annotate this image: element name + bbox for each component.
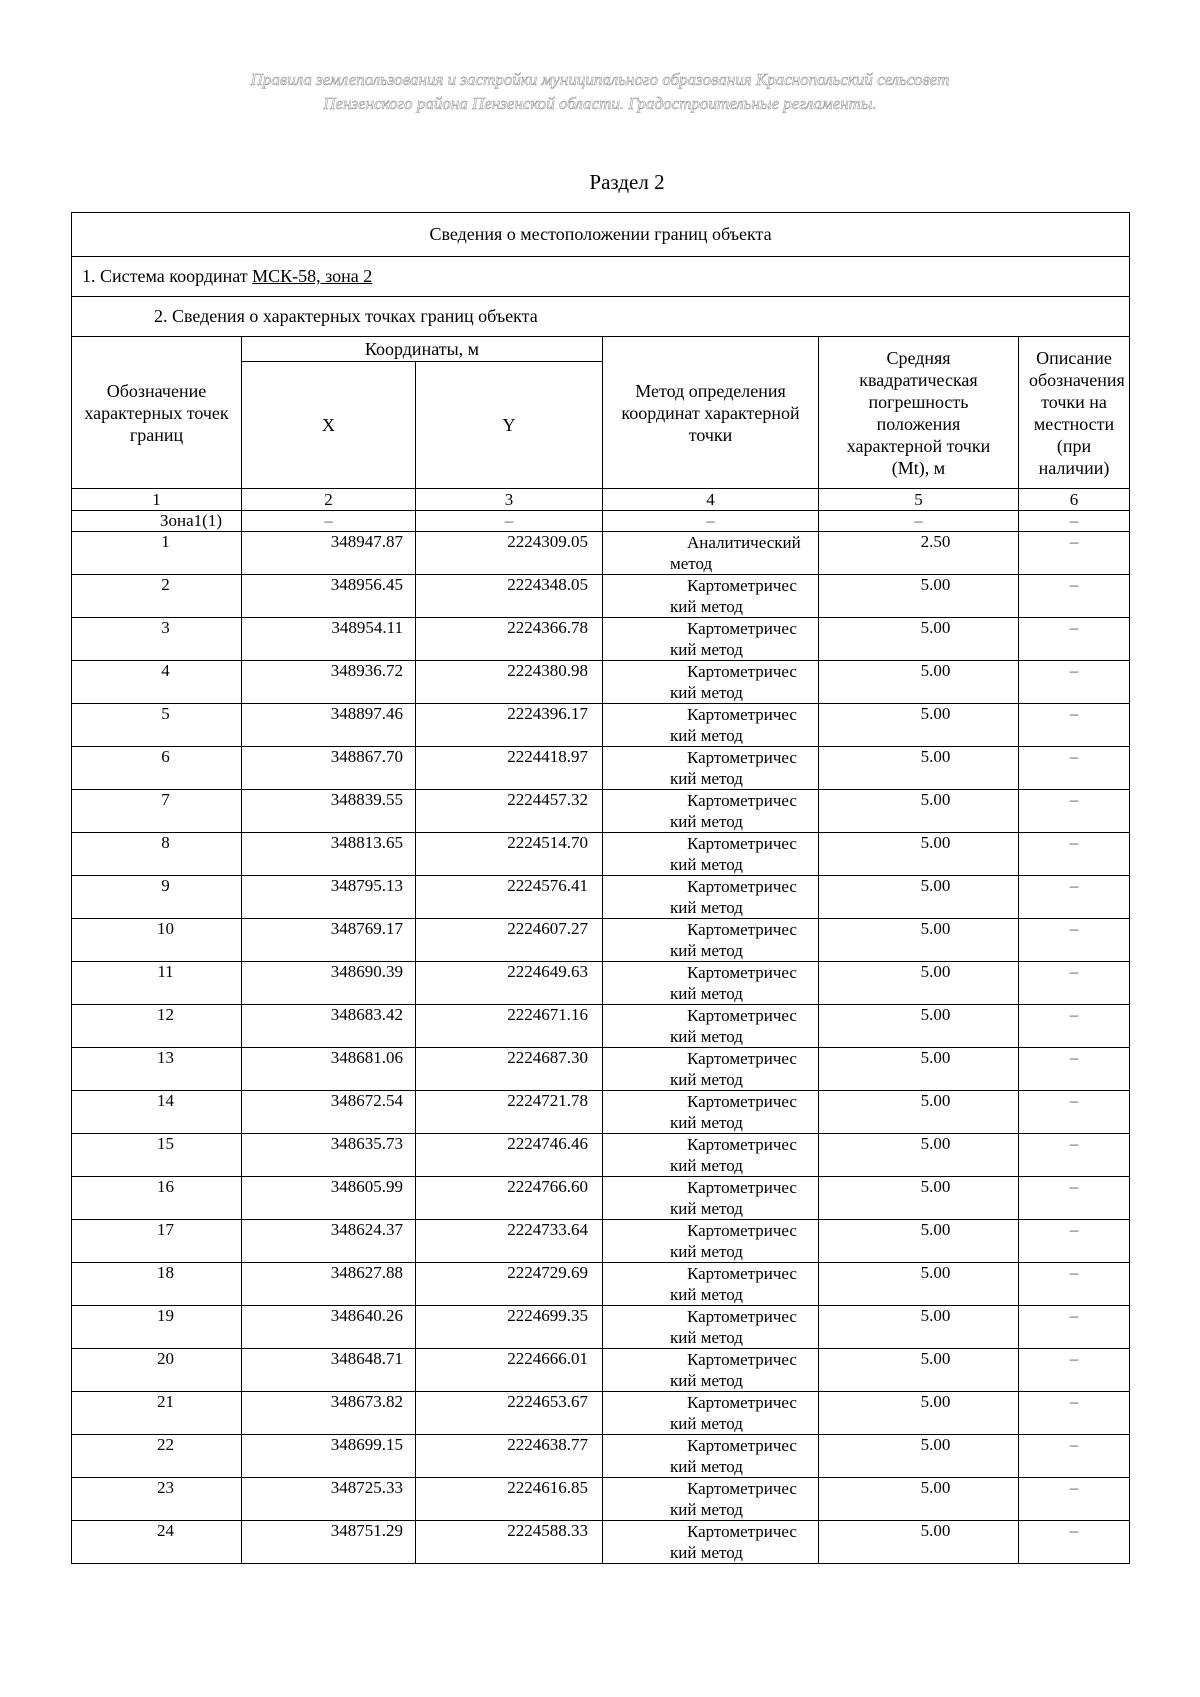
table-row	[72, 1220, 1130, 1263]
description-value: –	[1019, 919, 1130, 962]
coord-y: 2224576.41	[416, 876, 603, 919]
method-line-2: кий метод	[670, 1156, 743, 1175]
point-number: 20	[72, 1349, 242, 1392]
description-value: –	[1019, 618, 1130, 661]
table-row	[72, 704, 1130, 747]
table-row	[72, 876, 1130, 919]
points-title-row	[72, 297, 1130, 337]
method-cell	[603, 1306, 819, 1349]
method-line-2: кий метод	[670, 1199, 743, 1218]
coord-x: 348769.17	[242, 919, 416, 962]
method-cell	[603, 1478, 819, 1521]
coord-y: 2224649.63	[416, 962, 603, 1005]
method-line-2: кий метод	[670, 1371, 743, 1390]
coord-y: 2224457.32	[416, 790, 603, 833]
error-value: 5.00	[819, 575, 1019, 618]
method-cell	[603, 1005, 819, 1048]
description-value: –	[1019, 1263, 1130, 1306]
coord-y: 2224671.16	[416, 1005, 603, 1048]
error-value: 5.00	[819, 1435, 1019, 1478]
coord-y: 2224514.70	[416, 833, 603, 876]
coord-system-value: МСК-58, зона 2	[252, 266, 373, 286]
table-row	[72, 1435, 1130, 1478]
header-row-1	[72, 337, 1130, 362]
coord-y: 2224638.77	[416, 1435, 603, 1478]
method-cell	[603, 1220, 819, 1263]
points-title: 2. Сведения о характерных точках границ объекта	[72, 297, 1130, 337]
coord-y: 2224418.97	[416, 747, 603, 790]
method-line-2: кий метод	[670, 1500, 743, 1519]
point-number: 22	[72, 1435, 242, 1478]
method-line-1: Картометричес	[687, 1393, 797, 1412]
coord-x: 348725.33	[242, 1478, 416, 1521]
coord-x: 348673.82	[242, 1392, 416, 1435]
table-row	[72, 1263, 1130, 1306]
method-cell	[603, 1392, 819, 1435]
coord-x: 348947.87	[242, 532, 416, 575]
point-number: 17	[72, 1220, 242, 1263]
method-line-2: кий метод	[670, 769, 743, 788]
method-line-1: Картометричес	[687, 1135, 797, 1154]
header-coordinates: Координаты, м	[242, 337, 603, 362]
point-number: 2	[72, 575, 242, 618]
description-value: –	[1019, 1134, 1130, 1177]
column-number: 6	[1019, 489, 1130, 511]
coord-x: 348956.45	[242, 575, 416, 618]
method-cell	[603, 876, 819, 919]
point-number: 12	[72, 1005, 242, 1048]
coord-y: 2224653.67	[416, 1392, 603, 1435]
coord-y: 2224309.05	[416, 532, 603, 575]
method-cell	[603, 1134, 819, 1177]
coord-x: 348681.06	[242, 1048, 416, 1091]
error-value: 5.00	[819, 962, 1019, 1005]
point-number: 14	[72, 1091, 242, 1134]
method-line-1: Картометричес	[687, 791, 797, 810]
point-number: 3	[72, 618, 242, 661]
description-value: –	[1019, 661, 1130, 704]
method-line-2: кий метод	[670, 1328, 743, 1347]
method-cell	[603, 1177, 819, 1220]
coord-x: 348635.73	[242, 1134, 416, 1177]
coord-y: 2224607.27	[416, 919, 603, 962]
coord-x: 348954.11	[242, 618, 416, 661]
table-row	[72, 1349, 1130, 1392]
table-row	[72, 1048, 1130, 1091]
boundary-points-table	[71, 212, 1130, 1564]
coord-y: 2224721.78	[416, 1091, 603, 1134]
column-number: 5	[819, 489, 1019, 511]
description-value: –	[1019, 1091, 1130, 1134]
method-line-2: кий метод	[670, 855, 743, 874]
error-value: 5.00	[819, 1048, 1019, 1091]
point-number: 24	[72, 1521, 242, 1564]
error-value: 5.00	[819, 1349, 1019, 1392]
method-cell	[603, 575, 819, 618]
method-cell	[603, 1263, 819, 1306]
method-line-1: Картометричес	[687, 748, 797, 767]
coord-y: 2224366.78	[416, 618, 603, 661]
method-line-2: кий метод	[670, 1285, 743, 1304]
table-row	[72, 1177, 1130, 1220]
coord-x: 348683.42	[242, 1005, 416, 1048]
error-value: 5.00	[819, 919, 1019, 962]
header-error: Средняя квадратическая погрешность положения характерной точки (Mt), м	[819, 337, 1019, 489]
method-cell	[603, 833, 819, 876]
point-number: 19	[72, 1306, 242, 1349]
method-cell	[603, 704, 819, 747]
table-row	[72, 1091, 1130, 1134]
method-line-2: кий метод	[670, 597, 743, 616]
error-value: 5.00	[819, 1005, 1019, 1048]
coord-x: 348627.88	[242, 1263, 416, 1306]
error-value: 5.00	[819, 1478, 1019, 1521]
zone-cell: –	[242, 511, 416, 532]
method-cell	[603, 919, 819, 962]
coord-x: 348839.55	[242, 790, 416, 833]
point-number: 5	[72, 704, 242, 747]
method-cell	[603, 618, 819, 661]
method-line-1: Картометричес	[687, 1436, 797, 1455]
table-row	[72, 747, 1130, 790]
method-line-1: Картометричес	[687, 1307, 797, 1326]
method-line-2: метод	[670, 554, 713, 573]
point-number: 21	[72, 1392, 242, 1435]
method-line-2: кий метод	[670, 1027, 743, 1046]
column-number: 4	[603, 489, 819, 511]
header-line-2: Пензенского района Пензенской области. Градостроительные регламенты.	[323, 94, 877, 113]
header-line-1: Правила землепользования и застройки муниципального образования Краснопольский сельсовет	[250, 70, 950, 89]
error-value: 5.00	[819, 704, 1019, 747]
table-row	[72, 1005, 1130, 1048]
description-value: –	[1019, 1392, 1130, 1435]
description-value: –	[1019, 747, 1130, 790]
error-value: 5.00	[819, 1521, 1019, 1564]
error-value: 5.00	[819, 1263, 1019, 1306]
coord-system-row	[72, 257, 1130, 297]
method-line-1: Картометричес	[687, 1221, 797, 1240]
method-line-1: Картометричес	[687, 1522, 797, 1541]
coord-x: 348897.46	[242, 704, 416, 747]
point-number: 10	[72, 919, 242, 962]
zone-row	[72, 511, 1130, 532]
method-line-2: кий метод	[670, 1242, 743, 1261]
column-number: 3	[416, 489, 603, 511]
method-cell	[603, 747, 819, 790]
coord-x: 348690.39	[242, 962, 416, 1005]
point-number: 6	[72, 747, 242, 790]
description-value: –	[1019, 876, 1130, 919]
point-number: 18	[72, 1263, 242, 1306]
point-number: 16	[72, 1177, 242, 1220]
method-cell	[603, 1091, 819, 1134]
section-title: Раздел 2	[589, 170, 665, 194]
coord-x: 348813.65	[242, 833, 416, 876]
method-line-1: Картометричес	[687, 877, 797, 896]
table-row	[72, 661, 1130, 704]
error-value: 5.00	[819, 790, 1019, 833]
error-value: 5.00	[819, 1177, 1019, 1220]
method-line-2: кий метод	[670, 941, 743, 960]
table-row	[72, 1134, 1130, 1177]
table-body	[72, 213, 1130, 1564]
coord-x: 348751.29	[242, 1521, 416, 1564]
coord-x: 348648.71	[242, 1349, 416, 1392]
method-line-1: Картометричес	[687, 1092, 797, 1111]
description-value: –	[1019, 532, 1130, 575]
method-line-1: Картометричес	[687, 1178, 797, 1197]
method-cell	[603, 1048, 819, 1091]
description-value: –	[1019, 1521, 1130, 1564]
coord-y: 2224746.46	[416, 1134, 603, 1177]
description-value: –	[1019, 962, 1130, 1005]
method-line-1: Картометричес	[687, 1350, 797, 1369]
method-line-1: Картометричес	[687, 1049, 797, 1068]
description-value: –	[1019, 1435, 1130, 1478]
coord-y: 2224733.64	[416, 1220, 603, 1263]
coord-x: 348624.37	[242, 1220, 416, 1263]
method-cell	[603, 790, 819, 833]
error-value: 5.00	[819, 618, 1019, 661]
table-row	[72, 575, 1130, 618]
error-value: 5.00	[819, 876, 1019, 919]
header-y: Y	[416, 362, 603, 489]
error-value: 5.00	[819, 1220, 1019, 1263]
description-value: –	[1019, 790, 1130, 833]
coord-system-label: 1. Система координат	[82, 266, 253, 286]
method-cell	[603, 962, 819, 1005]
method-line-1: Картометричес	[687, 963, 797, 982]
method-line-1: Картометричес	[687, 1264, 797, 1283]
column-numbers-row	[72, 489, 1130, 511]
coord-y: 2224687.30	[416, 1048, 603, 1091]
method-line-2: кий метод	[670, 898, 743, 917]
coord-y: 2224666.01	[416, 1349, 603, 1392]
point-number: 9	[72, 876, 242, 919]
table-row	[72, 833, 1130, 876]
zone-cell: –	[603, 511, 819, 532]
method-line-2: кий метод	[670, 640, 743, 659]
zone-cell: –	[1019, 511, 1130, 532]
method-cell	[603, 661, 819, 704]
error-value: 5.00	[819, 661, 1019, 704]
point-number: 15	[72, 1134, 242, 1177]
method-cell	[603, 1349, 819, 1392]
error-value: 2.50	[819, 532, 1019, 575]
method-line-1: Картометричес	[687, 920, 797, 939]
method-line-2: кий метод	[670, 1070, 743, 1089]
header-x: X	[242, 362, 416, 489]
table-row	[72, 1478, 1130, 1521]
description-value: –	[1019, 1478, 1130, 1521]
coord-x: 348867.70	[242, 747, 416, 790]
description-value: –	[1019, 833, 1130, 876]
error-value: 5.00	[819, 1306, 1019, 1349]
table-row	[72, 1521, 1130, 1564]
point-number: 4	[72, 661, 242, 704]
description-value: –	[1019, 1349, 1130, 1392]
column-number: 1	[72, 489, 242, 511]
description-value: –	[1019, 1306, 1130, 1349]
zone-label: Зона1(1)	[72, 511, 242, 532]
description-value: –	[1019, 575, 1130, 618]
method-line-2: кий метод	[670, 1543, 743, 1562]
method-line-1: Картометричес	[687, 662, 797, 681]
coord-y: 2224729.69	[416, 1263, 603, 1306]
error-value: 5.00	[819, 1134, 1019, 1177]
table-row	[72, 1306, 1130, 1349]
method-line-2: кий метод	[670, 726, 743, 745]
method-line-2: кий метод	[670, 1414, 743, 1433]
coord-y: 2224380.98	[416, 661, 603, 704]
table-row	[72, 790, 1130, 833]
table-row	[72, 618, 1130, 661]
point-number: 7	[72, 790, 242, 833]
coord-x: 348672.54	[242, 1091, 416, 1134]
method-cell	[603, 1521, 819, 1564]
document-running-header	[0, 68, 1200, 116]
method-line-2: кий метод	[670, 984, 743, 1003]
point-number: 11	[72, 962, 242, 1005]
method-line-2: кий метод	[670, 1113, 743, 1132]
description-value: –	[1019, 704, 1130, 747]
coord-y: 2224396.17	[416, 704, 603, 747]
method-cell	[603, 1435, 819, 1478]
table-row	[72, 1392, 1130, 1435]
coord-y: 2224699.35	[416, 1306, 603, 1349]
point-number: 23	[72, 1478, 242, 1521]
coord-y: 2224766.60	[416, 1177, 603, 1220]
coord-x: 348699.15	[242, 1435, 416, 1478]
zone-cell: –	[819, 511, 1019, 532]
point-number: 1	[72, 532, 242, 575]
description-value: –	[1019, 1177, 1130, 1220]
coord-y: 2224616.85	[416, 1478, 603, 1521]
error-value: 5.00	[819, 833, 1019, 876]
header-designation: Обозначение характерных точек границ	[72, 337, 242, 489]
coord-x: 348640.26	[242, 1306, 416, 1349]
method-line-2: кий метод	[670, 812, 743, 831]
point-number: 13	[72, 1048, 242, 1091]
coord-y: 2224348.05	[416, 575, 603, 618]
coord-y: 2224588.33	[416, 1521, 603, 1564]
method-line-2: кий метод	[670, 1457, 743, 1476]
method-line-1: Картометричес	[687, 705, 797, 724]
header-description: Описание обозначения точки на местности (при наличии)	[1019, 337, 1130, 489]
error-value: 5.00	[819, 747, 1019, 790]
method-line-1: Картометричес	[687, 1479, 797, 1498]
method-line-1: Картометричес	[687, 1006, 797, 1025]
table-title: Сведения о местоположении границ объекта	[72, 213, 1130, 257]
description-value: –	[1019, 1005, 1130, 1048]
coord-system-cell	[72, 257, 1130, 297]
method-cell	[603, 532, 819, 575]
column-number: 2	[242, 489, 416, 511]
method-line-2: кий метод	[670, 683, 743, 702]
coord-x: 348936.72	[242, 661, 416, 704]
description-value: –	[1019, 1048, 1130, 1091]
method-line-1: Картометричес	[687, 619, 797, 638]
table-row	[72, 532, 1130, 575]
method-line-1: Картометричес	[687, 576, 797, 595]
description-value: –	[1019, 1220, 1130, 1263]
error-value: 5.00	[819, 1392, 1019, 1435]
coord-x: 348605.99	[242, 1177, 416, 1220]
point-number: 8	[72, 833, 242, 876]
header-method: Метод определения координат характерной точки	[603, 337, 819, 489]
zone-cell: –	[416, 511, 603, 532]
table-row	[72, 919, 1130, 962]
method-line-1: Аналитический	[687, 533, 801, 552]
method-line-1: Картометричес	[687, 834, 797, 853]
error-value: 5.00	[819, 1091, 1019, 1134]
coord-x: 348795.13	[242, 876, 416, 919]
table-row	[72, 962, 1130, 1005]
table-title-row	[72, 213, 1130, 257]
